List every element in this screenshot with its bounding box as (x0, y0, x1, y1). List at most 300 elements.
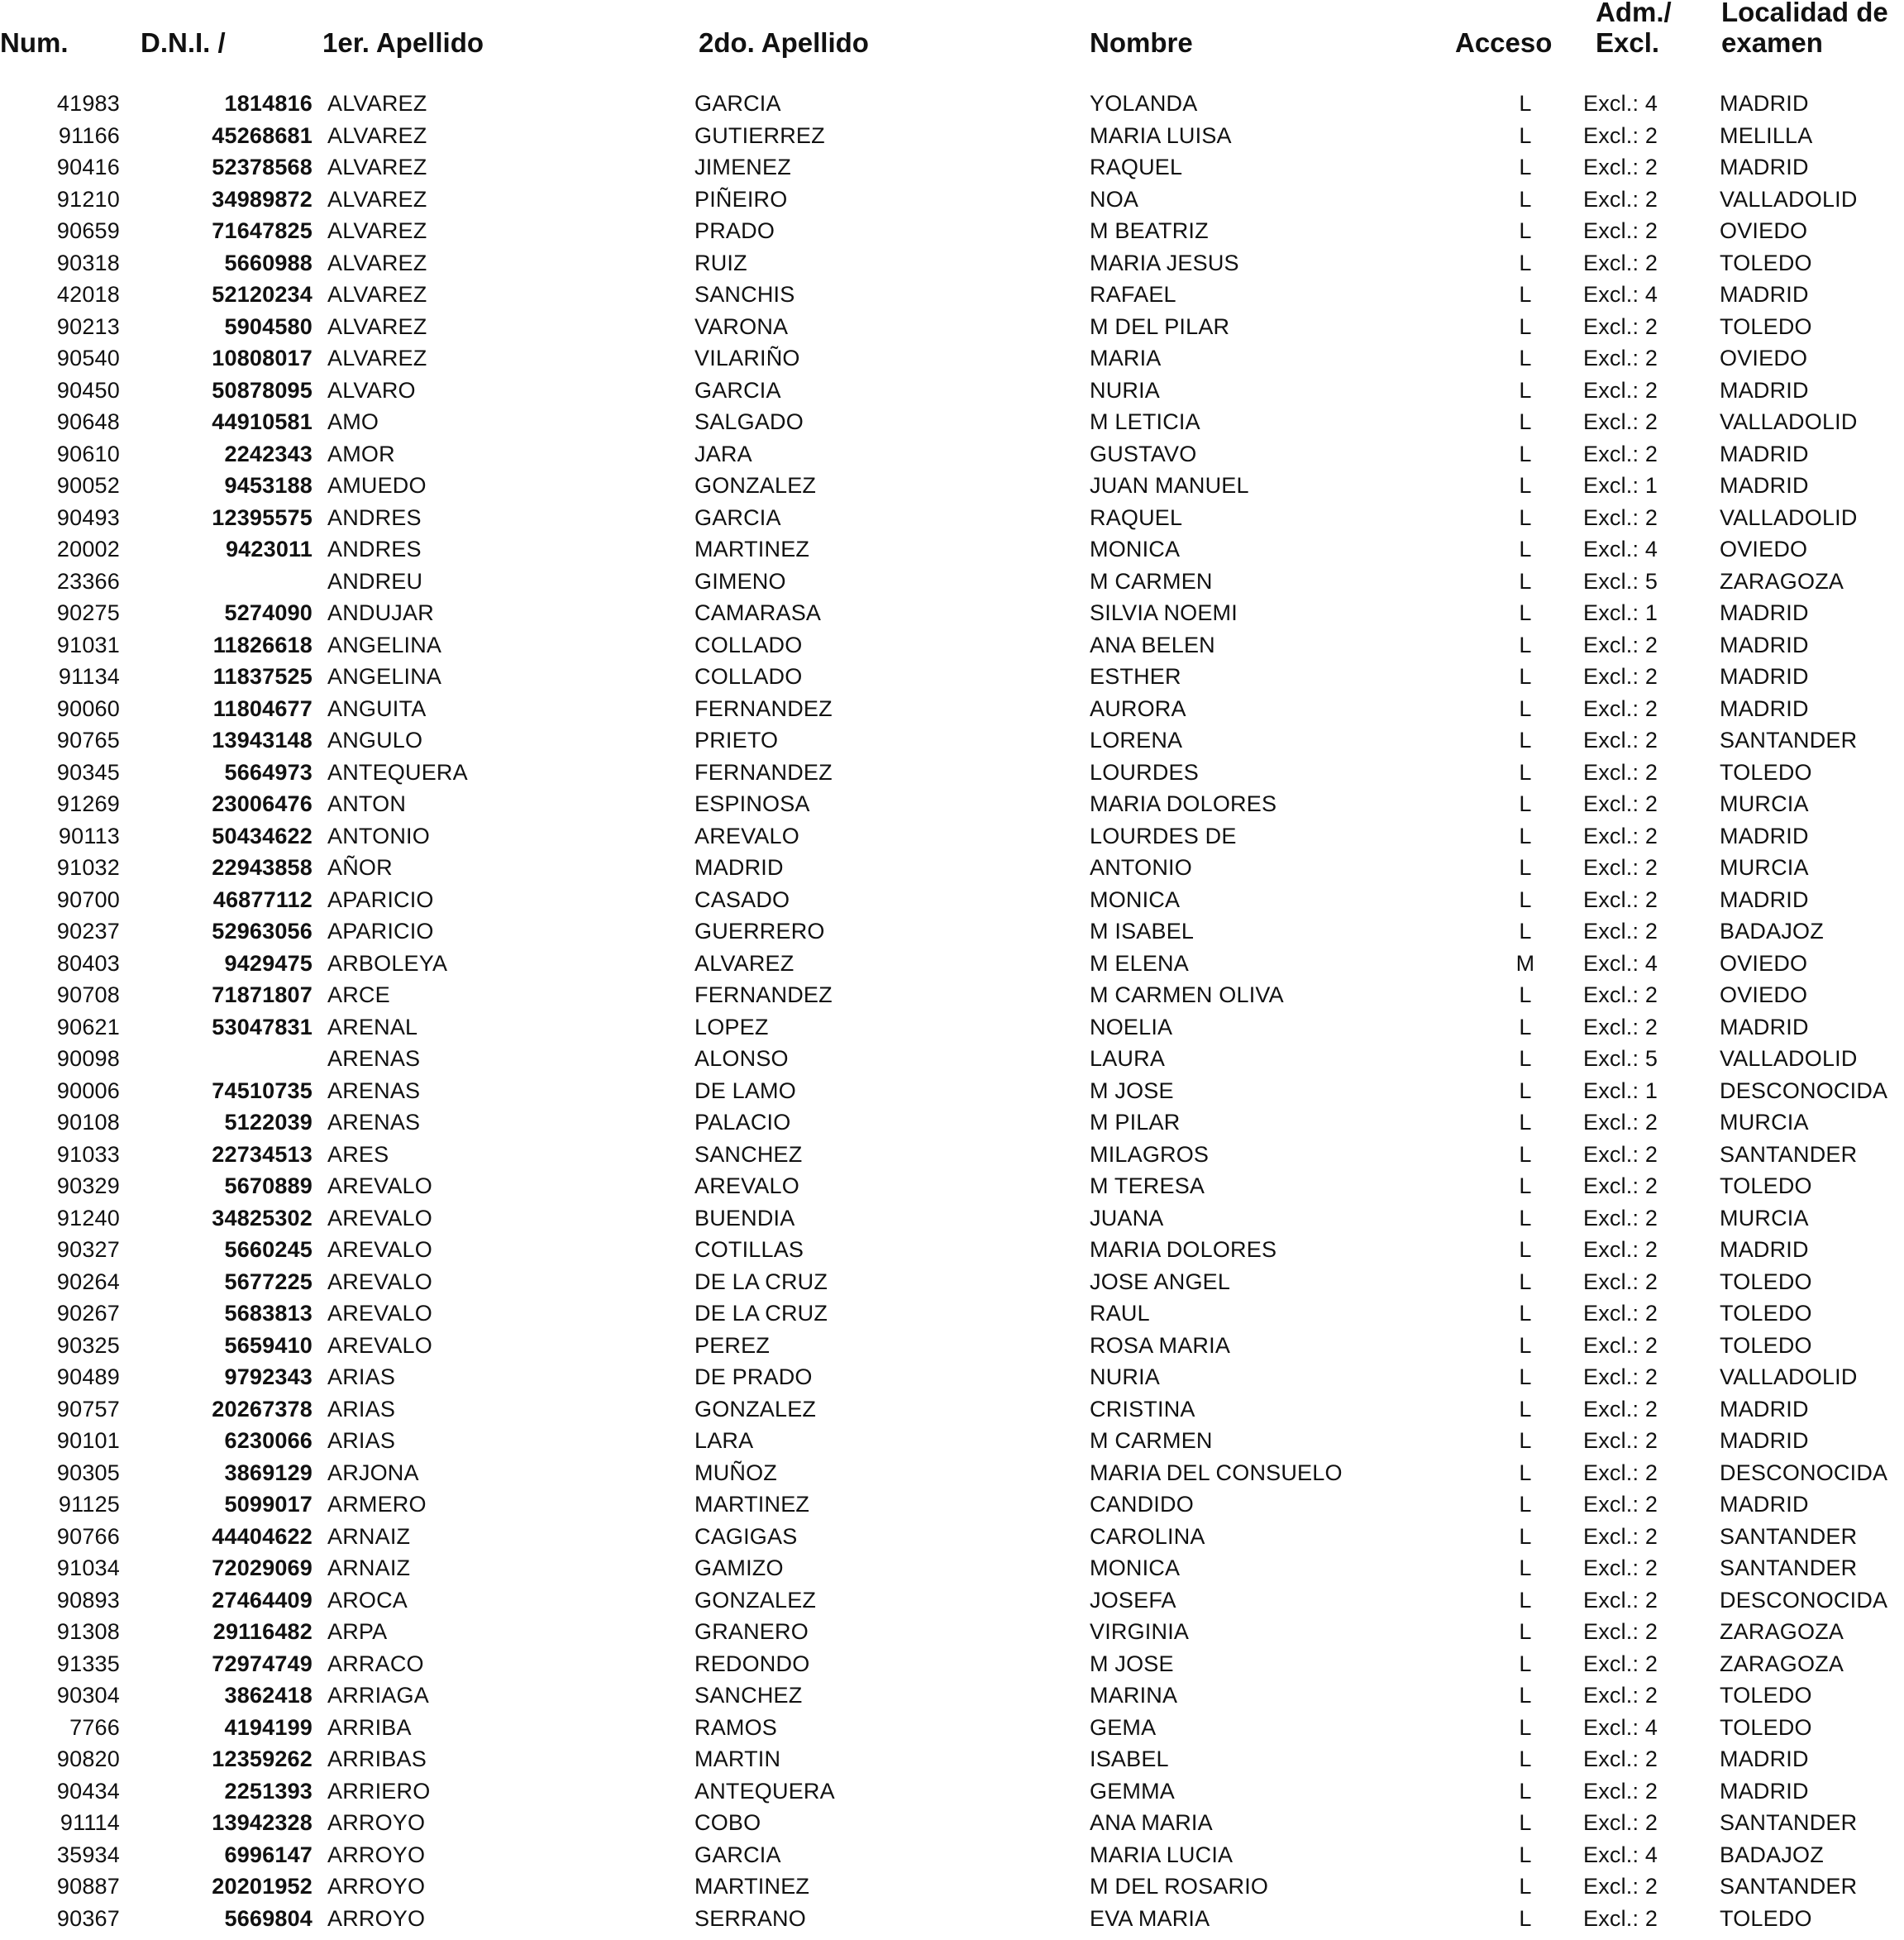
first-name: MARIA (1090, 346, 1162, 370)
first-surname: ALVAREZ (327, 346, 427, 370)
access-type: L (1519, 186, 1532, 212)
access-type: L (1519, 919, 1532, 944)
exam-locality: TOLEDO (1720, 1714, 1812, 1740)
first-surname: ARPA (327, 1619, 388, 1644)
candidate-number: 90101 (56, 1428, 120, 1453)
table-row (0, 757, 1904, 788)
candidate-number: 90060 (56, 695, 120, 721)
table-row (0, 979, 1904, 1011)
exclusion-status: Excl.: 2 (1583, 1237, 1658, 1262)
table-row (0, 1139, 1904, 1170)
access-type: L (1519, 122, 1532, 148)
candidate-number: 91269 (56, 791, 120, 816)
access-type: L (1519, 1046, 1532, 1071)
first-surname: ARROYO (327, 1905, 426, 1931)
exclusion-status: Excl.: 2 (1583, 1332, 1658, 1358)
first-name: JOSEFA (1090, 1587, 1176, 1613)
second-surname: CAMARASA (694, 600, 822, 625)
access-type: L (1519, 855, 1532, 880)
table-row (0, 661, 1904, 692)
first-name: LAURA (1090, 1046, 1166, 1071)
second-surname: FERNANDEZ (694, 695, 833, 721)
access-type: L (1519, 1014, 1532, 1039)
access-type: L (1519, 91, 1532, 116)
dni: 9423011 (225, 537, 313, 561)
table-row (0, 1871, 1904, 1902)
exam-locality: MADRID (1720, 377, 1809, 403)
exclusion-status: Excl.: 2 (1583, 122, 1658, 148)
first-name: NURIA (1090, 377, 1161, 403)
candidate-number: 90345 (56, 759, 120, 785)
access-type: L (1519, 1269, 1532, 1294)
exclusion-status: Excl.: 4 (1583, 1842, 1658, 1867)
second-surname: SANCHEZ (694, 1683, 803, 1708)
dni: 50434622 (212, 823, 313, 848)
first-name: VIRGINIA (1090, 1619, 1190, 1644)
exclusion-status: Excl.: 1 (1583, 473, 1658, 498)
candidate-number: 35934 (56, 1842, 120, 1867)
dni: 3869129 (224, 1460, 313, 1485)
exclusion-status: Excl.: 2 (1583, 823, 1658, 848)
table-row (0, 1170, 1904, 1202)
exam-locality: MADRID (1720, 632, 1809, 657)
second-surname: GONZALEZ (694, 473, 817, 498)
candidate-number: 91166 (58, 122, 120, 148)
second-surname: MADRID (694, 855, 784, 880)
first-name: MARIA LUCIA (1090, 1842, 1234, 1867)
exam-locality: TOLEDO (1720, 1269, 1812, 1294)
exclusion-status: Excl.: 2 (1583, 1874, 1658, 1899)
table-row (0, 215, 1904, 246)
second-surname: GONZALEZ (694, 1587, 817, 1613)
first-surname: ALVAREZ (327, 186, 427, 212)
candidate-number: 90621 (56, 1014, 120, 1039)
first-surname: ARENAL (327, 1014, 418, 1039)
exclusion-status: Excl.: 2 (1583, 1587, 1658, 1613)
first-surname: AMO (327, 409, 379, 434)
second-surname: SALGADO (694, 409, 804, 434)
exam-locality: VALLADOLID (1720, 409, 1858, 434)
first-name: SILVIA NOEMI (1090, 600, 1238, 625)
first-name: MARIA DEL CONSUELO (1090, 1460, 1343, 1485)
second-surname: REDONDO (694, 1651, 810, 1676)
candidate-number: 91114 (60, 1810, 120, 1835)
first-name: MONICA (1090, 886, 1181, 912)
exclusion-status: Excl.: 2 (1583, 1810, 1658, 1835)
first-name: M ELENA (1090, 950, 1189, 976)
dni: 5664973 (224, 759, 313, 785)
first-surname: ARRACO (327, 1651, 424, 1676)
first-surname: ANDUJAR (327, 600, 434, 625)
access-type: L (1519, 759, 1532, 785)
second-surname: COLLADO (694, 664, 803, 689)
first-name: M JOSE (1090, 1651, 1174, 1676)
table-row (0, 852, 1904, 883)
candidate-number: 91032 (56, 855, 120, 880)
first-name: RAQUEL (1090, 504, 1183, 530)
second-surname: VARONA (694, 313, 789, 339)
second-surname: CASADO (694, 886, 790, 912)
dni: 5660245 (224, 1237, 313, 1262)
candidate-number: 90325 (56, 1332, 120, 1358)
exam-locality: MADRID (1720, 91, 1809, 116)
exam-locality: TOLEDO (1720, 1173, 1812, 1198)
exam-locality: VALLADOLID (1720, 504, 1858, 530)
table-row (0, 1488, 1904, 1520)
first-name: M CARMEN (1090, 1428, 1213, 1453)
candidate-number: 90416 (56, 155, 120, 179)
dni: 5669804 (224, 1905, 313, 1931)
dni: 22943858 (212, 855, 313, 880)
dni: 74510735 (212, 1078, 313, 1103)
candidate-number: 91033 (56, 1141, 120, 1167)
second-surname: GARCIA (694, 1842, 781, 1867)
first-surname: AREVALO (327, 1173, 432, 1198)
first-name: EVA MARIA (1090, 1905, 1210, 1931)
first-name: MARIA DOLORES (1090, 1237, 1277, 1262)
dni: 34825302 (212, 1205, 313, 1230)
dni: 6996147 (224, 1842, 313, 1867)
first-name: NOELIA (1090, 1014, 1173, 1039)
exam-locality: MADRID (1720, 282, 1809, 307)
exam-locality: OVIEDO (1720, 982, 1808, 1007)
table-row (0, 788, 1904, 819)
dni: 71647825 (212, 218, 313, 243)
access-type: L (1519, 1746, 1532, 1771)
second-surname: PRADO (694, 218, 775, 243)
first-surname: ANDREU (327, 568, 423, 594)
second-surname: MARTIN (694, 1746, 781, 1771)
exam-locality: ZARAGOZA (1720, 568, 1844, 594)
exclusion-status: Excl.: 2 (1583, 186, 1658, 212)
access-type: L (1519, 823, 1532, 848)
dni: 34989872 (212, 186, 313, 212)
first-surname: ALVAREZ (327, 155, 427, 179)
exam-locality: MADRID (1720, 600, 1809, 625)
table-row (0, 1330, 1904, 1361)
exam-locality: SANTANDER (1720, 1555, 1858, 1580)
table-row (0, 247, 1904, 279)
exam-locality: DESCONOCIDA (1720, 1587, 1888, 1613)
dni: 2251393 (224, 1778, 313, 1804)
dni: 5904580 (224, 313, 313, 339)
dni: 72974749 (212, 1651, 313, 1676)
table-row (0, 151, 1904, 183)
access-type: L (1519, 1778, 1532, 1804)
first-surname: ARENAS (327, 1078, 421, 1103)
first-name: AURORA (1090, 695, 1186, 721)
exclusion-status: Excl.: 2 (1583, 728, 1658, 753)
access-type: L (1519, 1683, 1532, 1708)
exam-locality: MADRID (1720, 886, 1809, 912)
first-name: ANA BELEN (1090, 632, 1215, 657)
first-surname: ARNAIZ (327, 1555, 411, 1580)
access-type: L (1519, 695, 1532, 721)
exclusion-status: Excl.: 2 (1583, 1555, 1658, 1580)
candidate-number: 90327 (56, 1237, 120, 1262)
first-surname: AREVALO (327, 1237, 432, 1262)
table-row (0, 1425, 1904, 1456)
second-surname: AREVALO (694, 823, 799, 848)
first-name: MARIA LUISA (1090, 122, 1232, 148)
exclusion-status: Excl.: 4 (1583, 282, 1658, 307)
table-row (0, 820, 1904, 852)
candidate-number: 91134 (58, 664, 120, 689)
exam-locality: OVIEDO (1720, 346, 1808, 370)
first-surname: AMOR (327, 441, 395, 466)
first-name: M DEL ROSARIO (1090, 1874, 1269, 1899)
first-surname: ANTONIO (327, 823, 430, 848)
exclusion-status: Excl.: 2 (1583, 1523, 1658, 1549)
access-type: L (1519, 728, 1532, 753)
exclusion-status: Excl.: 2 (1583, 218, 1658, 243)
table-row (0, 1234, 1904, 1265)
first-name: M BEATRIZ (1090, 218, 1209, 243)
candidate-number: 90304 (56, 1683, 120, 1708)
candidate-number: 90648 (56, 409, 120, 434)
header-name: Nombre (1090, 27, 1193, 58)
first-name: MARIA JESUS (1090, 250, 1239, 275)
first-name: MILAGROS (1090, 1141, 1210, 1167)
access-type: L (1519, 568, 1532, 594)
table-row (0, 1648, 1904, 1680)
candidate-number: 90540 (56, 346, 120, 370)
dni: 6230066 (224, 1428, 313, 1453)
exclusion-status: Excl.: 5 (1583, 568, 1658, 594)
exclusion-status: Excl.: 2 (1583, 1683, 1658, 1708)
second-surname: JARA (694, 441, 752, 466)
exam-locality: SANTANDER (1720, 728, 1858, 753)
second-surname: GAMIZO (694, 1555, 784, 1580)
first-name: GEMA (1090, 1714, 1157, 1740)
exam-locality: MADRID (1720, 1396, 1809, 1422)
access-type: L (1519, 632, 1532, 657)
table-row (0, 1393, 1904, 1425)
exclusion-status: Excl.: 2 (1583, 1205, 1658, 1230)
access-type: L (1519, 1492, 1532, 1517)
candidate-number: 90213 (56, 313, 120, 339)
candidate-number: 90757 (56, 1396, 120, 1422)
exam-locality: VALLADOLID (1720, 1046, 1858, 1071)
exam-locality: TOLEDO (1720, 1905, 1812, 1931)
candidate-number: 90610 (56, 441, 120, 466)
exclusion-status: Excl.: 5 (1583, 1046, 1658, 1071)
first-surname: ALVAREZ (327, 282, 427, 307)
exam-locality: TOLEDO (1720, 1301, 1812, 1326)
exclusion-status: Excl.: 2 (1583, 1141, 1658, 1167)
exam-locality: MADRID (1720, 1428, 1809, 1453)
access-type: L (1519, 1619, 1532, 1644)
second-surname: PRIETO (694, 728, 779, 753)
access-type: L (1519, 282, 1532, 307)
first-name: M LETICIA (1090, 409, 1200, 434)
second-surname: MARTINEZ (694, 1492, 810, 1517)
first-name: M TERESA (1090, 1173, 1205, 1198)
exam-locality: TOLEDO (1720, 759, 1812, 785)
exclusion-status: Excl.: 4 (1583, 91, 1658, 116)
exam-locality: BADAJOZ (1720, 1842, 1824, 1867)
exam-locality: MADRID (1720, 1014, 1809, 1039)
first-surname: AREVALO (327, 1332, 432, 1358)
first-surname: APARICIO (327, 886, 434, 912)
first-surname: ANDRES (327, 537, 422, 561)
exam-locality: OVIEDO (1720, 950, 1808, 976)
first-surname: ANDRES (327, 504, 422, 530)
candidate-number: 91240 (56, 1205, 120, 1230)
exam-locality: DESCONOCIDA (1720, 1078, 1888, 1103)
first-surname: ARES (327, 1141, 389, 1167)
exclusion-status: Excl.: 2 (1583, 1173, 1658, 1198)
exam-locality: MURCIA (1720, 791, 1809, 816)
first-name: YOLANDA (1090, 91, 1198, 116)
exclusion-status: Excl.: 2 (1583, 1396, 1658, 1422)
access-type: L (1519, 1141, 1532, 1167)
candidate-number: 90098 (56, 1046, 120, 1071)
candidate-number: 91125 (58, 1492, 120, 1517)
exam-locality: SANTANDER (1720, 1874, 1858, 1899)
header-num: Num. (0, 27, 69, 58)
candidate-number: 90267 (56, 1301, 120, 1326)
exam-locality: TOLEDO (1720, 1683, 1812, 1708)
candidate-number: 42018 (56, 282, 120, 307)
exclusion-status: Excl.: 2 (1583, 1301, 1658, 1326)
first-surname: ANGUITA (327, 695, 427, 721)
table-row (0, 88, 1904, 119)
access-type: L (1519, 377, 1532, 403)
second-surname: SERRANO (694, 1905, 806, 1931)
first-surname: ALVAREZ (327, 250, 427, 275)
candidate-number: 91031 (56, 632, 120, 657)
first-name: GUSTAVO (1090, 441, 1197, 466)
exam-locality: MADRID (1720, 664, 1809, 689)
second-surname: BUENDIA (694, 1205, 795, 1230)
exclusion-status: Excl.: 2 (1583, 1110, 1658, 1135)
exam-locality: OVIEDO (1720, 218, 1808, 243)
header-dni: D.N.I. / (141, 27, 226, 58)
table-row (0, 1043, 1904, 1074)
second-surname: LOPEZ (694, 1014, 769, 1039)
first-surname: ALVAREZ (327, 122, 427, 148)
first-surname: ANTON (327, 791, 407, 816)
second-surname: DE LA CRUZ (694, 1269, 828, 1294)
first-name: ANA MARIA (1090, 1810, 1213, 1835)
table-row (0, 406, 1904, 437)
candidate-number: 90450 (56, 377, 120, 403)
candidate-number: 23366 (56, 568, 120, 594)
second-surname: ANTEQUERA (694, 1778, 835, 1804)
first-surname: ARNAIZ (327, 1523, 411, 1549)
exclusion-status: Excl.: 2 (1583, 1619, 1658, 1644)
access-type: L (1519, 313, 1532, 339)
first-surname: ANGELINA (327, 632, 442, 657)
first-name: LOURDES DE (1090, 823, 1237, 848)
first-name: M CARMEN (1090, 568, 1213, 594)
header-adm-line1: Adm./ (1596, 0, 1672, 27)
access-type: L (1519, 1237, 1532, 1262)
second-surname: ALVAREZ (694, 950, 795, 976)
dni: 29116482 (212, 1619, 313, 1644)
exclusion-status: Excl.: 2 (1583, 664, 1658, 689)
first-surname: AÑOR (327, 855, 393, 880)
first-surname: ARRIBA (327, 1714, 412, 1740)
table-row (0, 1743, 1904, 1775)
exclusion-status: Excl.: 2 (1583, 1269, 1658, 1294)
second-surname: CAGIGAS (694, 1523, 798, 1549)
exam-locality: MADRID (1720, 1778, 1809, 1804)
first-surname: ARROYO (327, 1810, 426, 1835)
second-surname: GARCIA (694, 504, 781, 530)
first-surname: ARIAS (327, 1428, 396, 1453)
exam-locality: SANTANDER (1720, 1141, 1858, 1167)
second-surname: JIMENEZ (694, 155, 791, 179)
candidate-number: 91210 (56, 186, 120, 212)
candidate-number: 7766 (69, 1714, 120, 1740)
dni: 11837525 (212, 664, 313, 689)
second-surname: RUIZ (694, 250, 747, 275)
dni: 50878095 (212, 377, 313, 403)
first-surname: ARROYO (327, 1842, 426, 1867)
table-row (0, 1266, 1904, 1297)
first-name: NOA (1090, 186, 1139, 212)
exclusion-status: Excl.: 2 (1583, 441, 1658, 466)
candidate-number: 90052 (56, 473, 120, 498)
second-surname: GUTIERREZ (694, 122, 825, 148)
table-row (0, 533, 1904, 565)
table-row (0, 566, 1904, 597)
candidate-number: 90237 (56, 919, 120, 944)
dni: 9453188 (224, 473, 313, 498)
first-name: CANDIDO (1090, 1492, 1194, 1517)
first-surname: ARRIBAS (327, 1746, 427, 1771)
access-type: L (1519, 1874, 1532, 1899)
dni: 72029069 (212, 1555, 313, 1580)
first-surname: ARRIAGA (327, 1683, 429, 1708)
candidate-number: 90434 (56, 1778, 120, 1804)
first-surname: ANGELINA (327, 664, 442, 689)
header-second-surname: 2do. Apellido (699, 27, 869, 58)
candidate-number: 90893 (56, 1587, 120, 1613)
second-surname: COLLADO (694, 632, 803, 657)
exclusion-status: Excl.: 2 (1583, 1014, 1658, 1039)
exam-locality: MURCIA (1720, 855, 1809, 880)
first-surname: AMUEDO (327, 473, 427, 498)
dni: 22734513 (212, 1141, 313, 1167)
access-type: L (1519, 155, 1532, 179)
table-row (0, 629, 1904, 661)
exam-locality: BADAJOZ (1720, 919, 1824, 944)
candidate-number: 41983 (56, 91, 120, 116)
access-type: L (1519, 1078, 1532, 1103)
exclusion-status: Excl.: 2 (1583, 377, 1658, 403)
exclusion-status: Excl.: 2 (1583, 346, 1658, 370)
table-row (0, 1011, 1904, 1043)
first-name: JUAN MANUEL (1090, 473, 1249, 498)
second-surname: GONZALEZ (694, 1396, 817, 1422)
first-name: M JOSE (1090, 1078, 1174, 1103)
access-type: L (1519, 600, 1532, 625)
access-type: L (1519, 504, 1532, 530)
header-locality-line2: examen (1721, 27, 1823, 58)
dni: 4194199 (224, 1714, 313, 1740)
second-surname: ESPINOSA (694, 791, 810, 816)
first-name: JUANA (1090, 1205, 1164, 1230)
table-row (0, 884, 1904, 915)
exclusion-status: Excl.: 2 (1583, 982, 1658, 1007)
dni: 44404622 (212, 1523, 313, 1549)
table-row (0, 1807, 1904, 1838)
access-type: L (1519, 1396, 1532, 1422)
first-surname: ARBOLEYA (327, 950, 448, 976)
